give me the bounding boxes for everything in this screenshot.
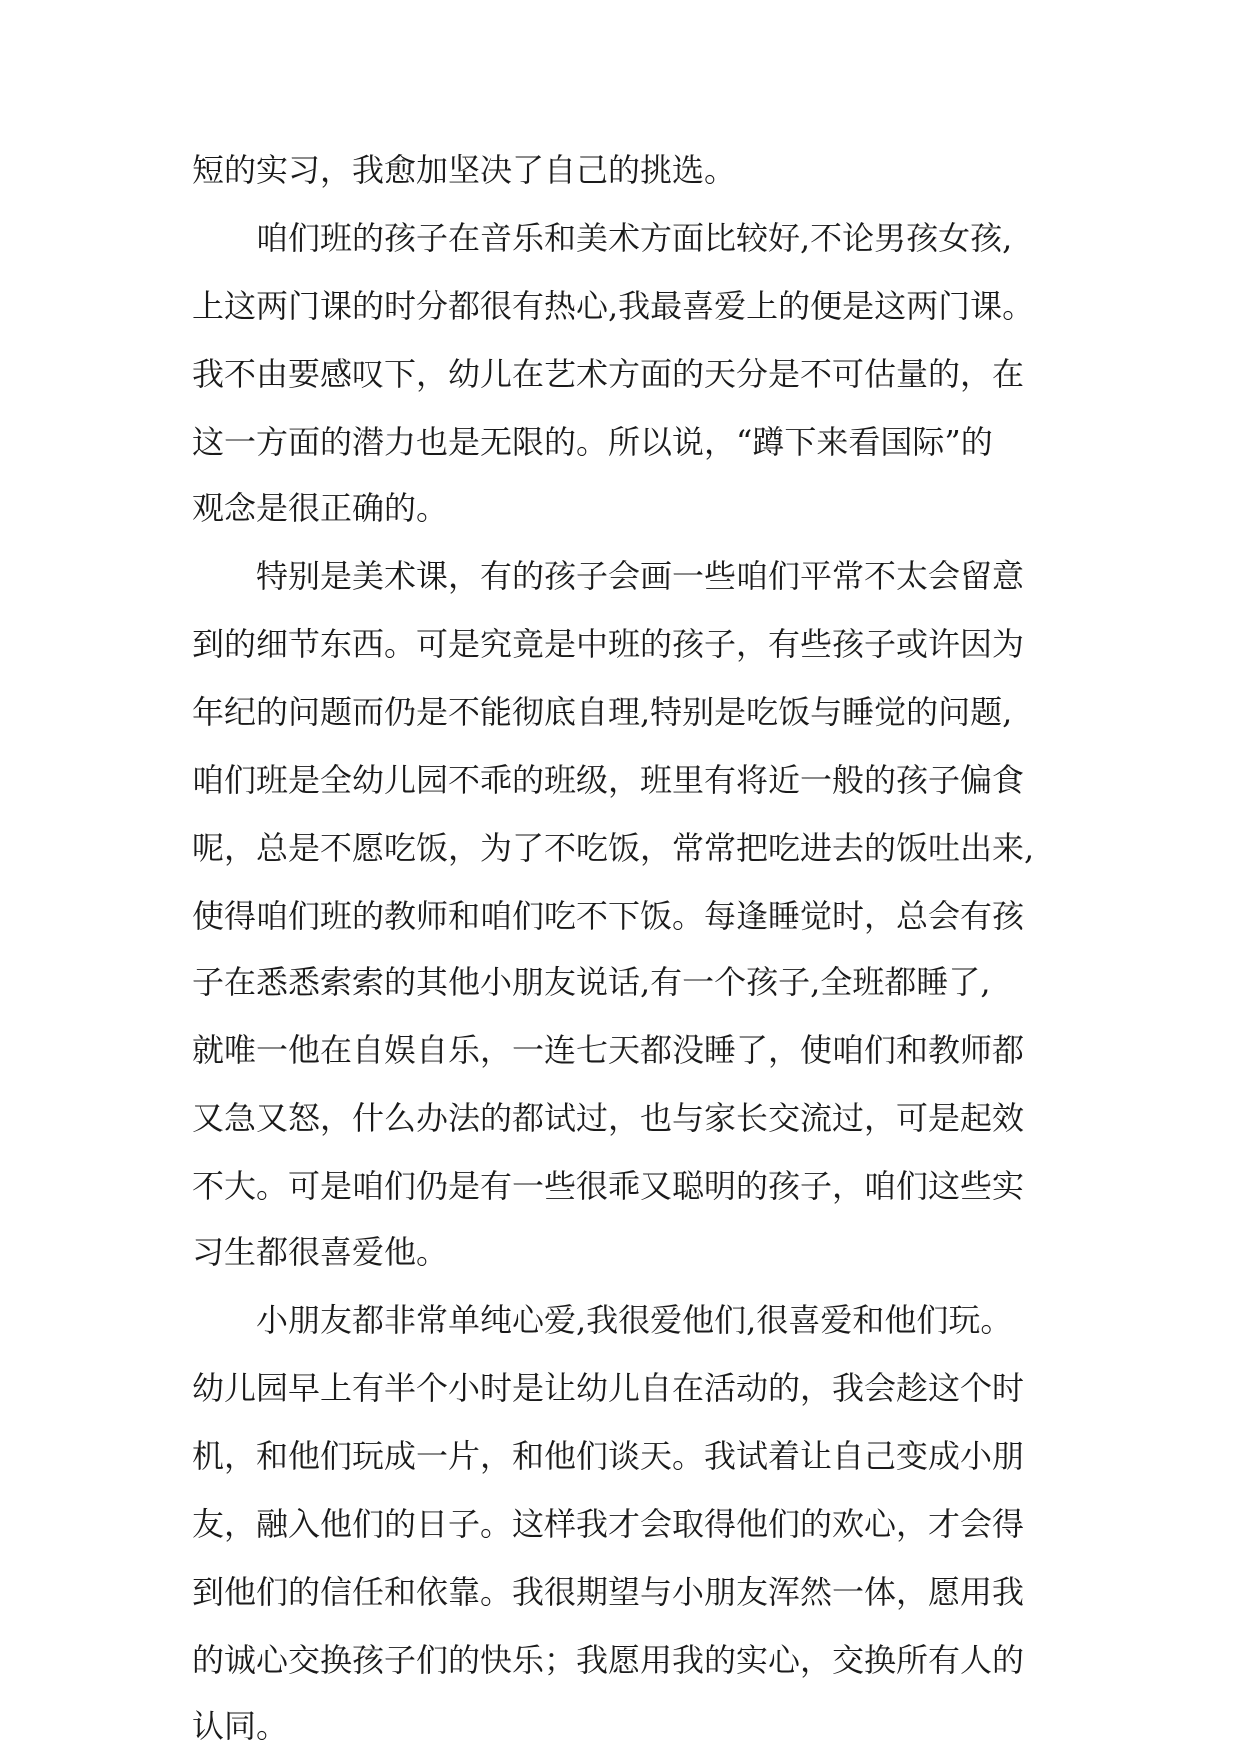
text-line: 友，融入他们的日子。这样我才会取得他们的欢心，才会得 [192, 1505, 1025, 1543]
text-line: 小朋友都非常单纯心爱,我很爱他们,很喜爱和他们玩。 [256, 1301, 1013, 1339]
text-line: 咱们班是全幼儿园不乖的班级，班里有将近一般的孩子偏食 [192, 761, 1025, 799]
text-line: 幼儿园早上有半个小时是让幼儿自在活动的，我会趁这个时 [192, 1369, 1025, 1407]
text-line: 到的细节东西。可是究竟是中班的孩子，有些孩子或许因为 [192, 625, 1025, 663]
text-line: 认同。 [192, 1707, 289, 1745]
text-line: 就唯一他在自娱自乐，一连七天都没睡了，使咱们和教师都 [192, 1031, 1025, 1069]
text-line: 特别是美术课，有的孩子会画一些咱们平常不太会留意 [256, 557, 1025, 595]
text-line: 年纪的问题而仍是不能彻底自理,特别是吃饭与睡觉的问题, [192, 693, 1013, 731]
text-line: 又急又怒，什么办法的都试过，也与家长交流过，可是起效 [192, 1099, 1025, 1137]
text-line: 到他们的信任和依靠。我很期望与小朋友浑然一体，愿用我 [192, 1573, 1025, 1611]
text-line: 上这两门课的时分都很有热心,我最喜爱上的便是这两门课。 [192, 287, 1035, 325]
text-line: 使得咱们班的教师和咱们吃不下饭。每逢睡觉时，总会有孩 [192, 897, 1025, 935]
text-line: 呢，总是不愿吃饭，为了不吃饭，常常把吃进去的饭吐出来, [192, 829, 1035, 867]
text-line: 子在悉悉索索的其他小朋友说话,有一个孩子,全班都睡了, [192, 963, 991, 1001]
text-line: 习生都很喜爱他。 [192, 1233, 449, 1271]
text-line: 的诚心交换孩子们的快乐；我愿用我的实心，交换所有人的 [192, 1641, 1025, 1679]
text-line: 观念是很正确的。 [192, 489, 449, 527]
text-line: 不大。可是咱们仍是有一些很乖又聪明的孩子，咱们这些实 [192, 1167, 1025, 1205]
text-line: 机，和他们玩成一片，和他们谈天。我试着让自己变成小朋 [192, 1437, 1025, 1475]
text-line: 咱们班的孩子在音乐和美术方面比较好,不论男孩女孩, [256, 219, 1013, 257]
text-line: 我不由要感叹下，幼儿在艺术方面的天分是不可估量的，在 [192, 355, 1025, 393]
text-line: 短的实习，我愈加坚决了自己的挑选。 [192, 151, 737, 189]
text-line: 这一方面的潜力也是无限的。所以说，“蹲下来看国际”的 [192, 423, 993, 461]
